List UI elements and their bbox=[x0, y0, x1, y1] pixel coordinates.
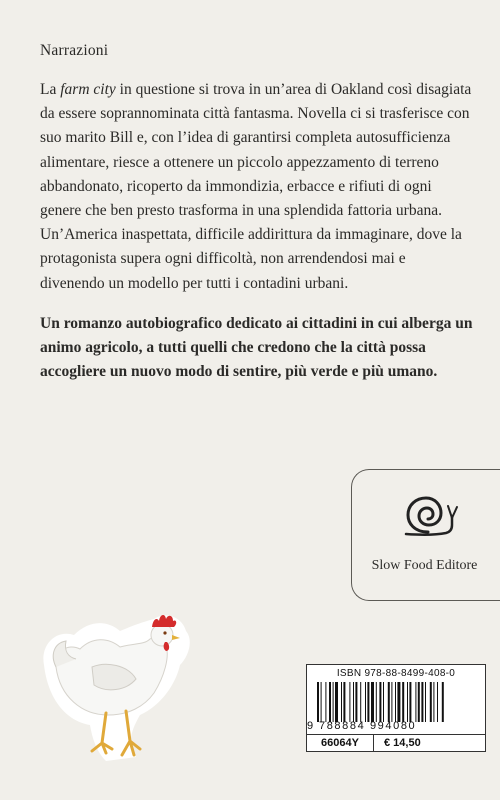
publisher-name: Slow Food Editore bbox=[371, 558, 478, 573]
synopsis bbox=[40, 78, 472, 296]
series-name: Narrazioni bbox=[40, 42, 109, 59]
synopsis-prefix: La bbox=[40, 81, 61, 98]
synopsis-title-emphasis: farm city bbox=[60, 81, 116, 98]
barcode-bars-icon bbox=[317, 682, 475, 722]
publisher-panel bbox=[351, 469, 500, 601]
ean-first-digit: 9 bbox=[307, 720, 314, 732]
isbn-text: ISBN 978-88-8499-408-0 bbox=[336, 668, 456, 679]
price: € 14,50 bbox=[374, 734, 485, 751]
synopsis-text: in questione si trova in un’area di Oakland così disagiata da essere soprannominata città fantasma. Novella ci si trasferisce con suo marito Bill e, con l’idea di garantirsi completa autosufficienza alimentare, riesce a ottenere un piccolo appezzamento di terreno abbandonato, ricoperto da immondizia, erbacce e rifiuti di ogni genere che ben presto trasforma in una splendida fattoria urbana. Un’America inaspettata, difficile addirittura da immaginare, dove la protagonista supera ogni difficoltà, non arrendendosi mai e divenendo un modello per tutti i contadini urbani. bbox=[40, 81, 472, 292]
product-code: 66064Y bbox=[307, 734, 374, 752]
hen-illustration-icon bbox=[36, 605, 198, 765]
snail-logo-icon bbox=[402, 492, 460, 540]
tagline: Un romanzo autobiografico dedicato ai cittadini in cui alberga un animo agricolo, a tutti quelli che credono che la città possa accogliere un nuovo modo di sentire, più verde e più umano. bbox=[40, 315, 473, 381]
barcode-label bbox=[306, 664, 486, 752]
ean-digits: 788884 994080 bbox=[319, 720, 417, 732]
